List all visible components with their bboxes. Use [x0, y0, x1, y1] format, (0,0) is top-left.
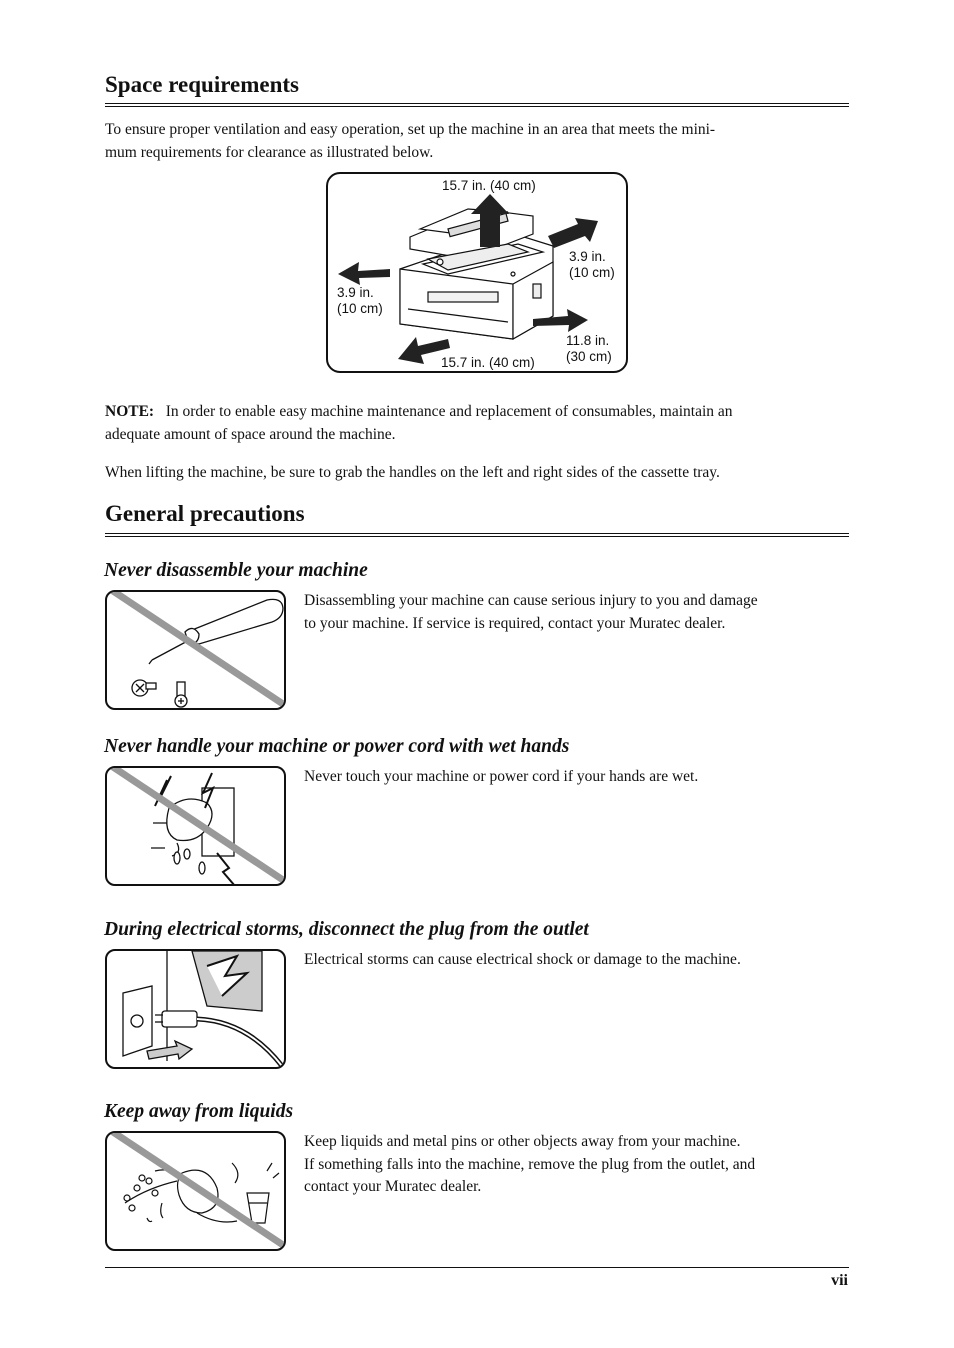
precaution-description [304, 949, 849, 972]
description-line: Disassembling your machine can cause serious injury to you and damage [304, 592, 758, 609]
note-line [105, 400, 849, 423]
description-line: to your machine. If service is required, contact your Muratec dealer. [304, 614, 726, 632]
precaution-heading: Never disassemble your machine [104, 560, 368, 581]
liquids-figure [105, 1131, 286, 1251]
description-line: Electrical storms can cause electrical shock or damage to the machine. [304, 951, 741, 968]
dim-bottom: 15.7 in. (40 cm) [441, 355, 535, 370]
title-rule [105, 106, 849, 107]
description-line: Keep liquids and metal pins or other objects away from your machine. [304, 1133, 741, 1150]
section-title-general-precautions: General precautions [105, 501, 305, 526]
dim-left-line: (10 cm) [337, 301, 383, 316]
dim-right-bottom [566, 333, 612, 365]
section-title-space-requirements: Space requirements [105, 72, 299, 97]
precaution-heading: During electrical storms, disconnect the plug from the outlet [104, 919, 589, 940]
dim-right-top-line: 3.9 in. [569, 249, 606, 264]
title-rule [105, 103, 849, 104]
description-line: Never touch your machine or power cord if your hands are wet. [304, 768, 699, 785]
unplug-outlet-icon [107, 951, 284, 1067]
precaution-heading: Never handle your machine or power cord with wet hands [104, 736, 570, 757]
wet-hand-icon [107, 768, 284, 884]
note-paragraph [105, 400, 849, 446]
dim-top: 15.7 in. (40 cm) [442, 178, 536, 193]
title-rule [105, 533, 849, 534]
dim-right-top [569, 249, 615, 281]
footer-rule [105, 1267, 849, 1268]
precaution-description [304, 590, 849, 635]
intro-paragraph [105, 118, 849, 164]
dim-right-bottom-line: (30 cm) [566, 349, 612, 364]
spilled-vase-icon [107, 1133, 284, 1249]
dim-left [337, 285, 383, 317]
electrical-storm-figure [105, 949, 286, 1069]
note-label: NOTE: [105, 403, 155, 420]
lifting-paragraph: When lifting the machine, be sure to grab the handles on the left and right sides of the cassette tray. [105, 464, 720, 481]
clearance-diagram [326, 172, 628, 373]
note-text: In order to enable easy machine maintenance and replacement of consumables, maintain an [165, 403, 733, 420]
page-number: vii [831, 1272, 848, 1289]
dim-left-line: 3.9 in. [337, 285, 374, 300]
title-rule [105, 536, 849, 537]
precaution-heading: Keep away from liquids [104, 1101, 294, 1122]
description-line: If something falls into the machine, remove the plug from the outlet, and [304, 1155, 756, 1173]
precaution-description [304, 766, 849, 789]
intro-line: To ensure proper ventilation and easy operation, set up the machine in an area that meets the mini- [105, 121, 716, 138]
description-line: contact your Muratec dealer. [304, 1178, 482, 1195]
intro-line: mum requirements for clearance as illustrated below. [105, 144, 434, 161]
precaution-description [304, 1131, 849, 1199]
dim-right-top-line: (10 cm) [569, 265, 615, 280]
screwdriver-icon [107, 592, 284, 708]
screwdriver-figure [105, 590, 286, 710]
wet-hands-figure [105, 766, 286, 886]
note-line: adequate amount of space around the machine. [105, 426, 396, 443]
dim-right-bottom-line: 11.8 in. [566, 333, 610, 348]
